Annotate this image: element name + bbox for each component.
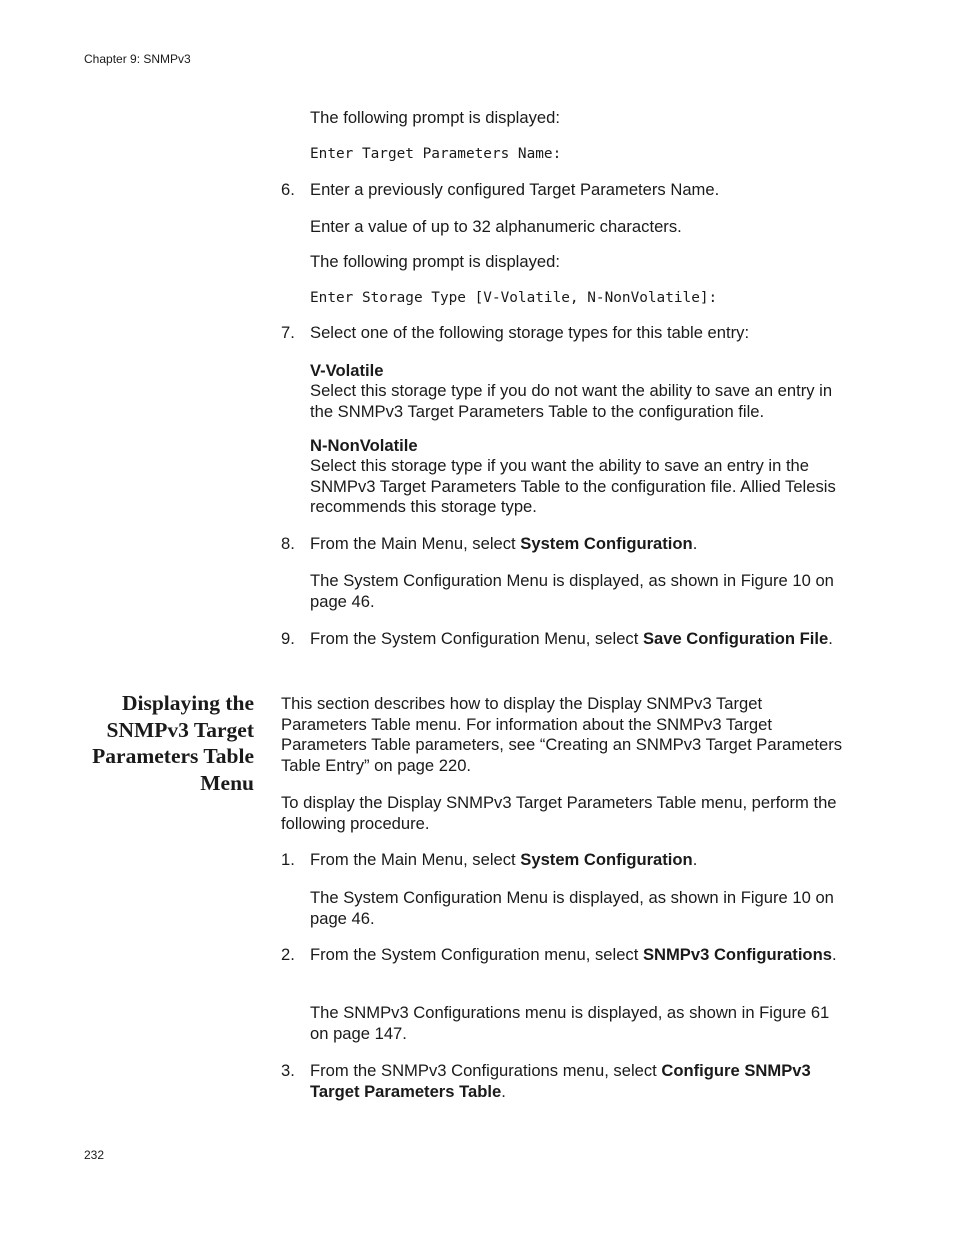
step-number: 2.	[281, 945, 295, 964]
running-header: Chapter 9: SNMPv3	[84, 52, 191, 66]
step-note: The SNMPv3 Configurations menu is displayed, as shown in Figure 61 on page 147.	[310, 1003, 830, 1043]
section-intro: This section describes how to display the Display SNMPv3 Target Parameters Table menu. For information about the SNMPv3 Target Parameters Table parameters, see “Creating an SNMPv3 Target Parameters Table Entry” on page 220.	[281, 694, 843, 775]
step-text: From the System Configuration Menu, select Save Configuration File.	[310, 629, 833, 648]
step-number: 3.	[281, 1061, 295, 1080]
step-text: From the Main Menu, select System Configuration.	[310, 534, 698, 553]
step-note: Enter a value of up to 32 alphanumeric characters.	[310, 217, 682, 236]
step-number: 9.	[281, 629, 295, 648]
step-number: 8.	[281, 534, 295, 553]
option-description: Select this storage type if you want the ability to save an entry in the SNMPv3 Target Parameters Table to the configuration file. Allied Telesis recommends this storage type.	[310, 456, 836, 517]
step-text: From the Main Menu, select System Configuration.	[310, 850, 698, 869]
option-description: Select this storage type if you do not want the ability to save an entry in the SNMPv3 Target Parameters Table to the configuration file.	[310, 381, 833, 421]
option-term: V-Volatile	[310, 361, 384, 380]
prompt-text: The following prompt is displayed:	[310, 108, 560, 127]
step-number: 7.	[281, 323, 295, 342]
option-term: N-NonVolatile	[310, 436, 418, 455]
prompt-text: The following prompt is displayed:	[310, 252, 560, 271]
step-number: 1.	[281, 850, 295, 869]
section-intro: To display the Display SNMPv3 Target Parameters Table menu, perform the following procedure.	[281, 793, 837, 833]
code-prompt: Enter Target Parameters Name:	[310, 146, 562, 162]
page-number: 232	[84, 1148, 105, 1162]
step-text: From the System Configuration menu, select SNMPv3 Configurations.	[310, 945, 837, 964]
section-title: Displaying the SNMPv3 Target Parameters Table Menu	[92, 691, 254, 795]
step-note: The System Configuration Menu is displayed, as shown in Figure 10 on page 46.	[310, 888, 834, 928]
code-prompt: Enter Storage Type [V-Volatile, N-NonVolatile]:	[310, 290, 718, 306]
step-text: From the SNMPv3 Configurations menu, select Configure SNMPv3 Target Parameters Table.	[310, 1061, 811, 1101]
step-text: Select one of the following storage types for this table entry:	[310, 323, 750, 342]
step-note: The System Configuration Menu is displayed, as shown in Figure 10 on page 46.	[310, 571, 834, 611]
step-text: Enter a previously configured Target Parameters Name.	[310, 180, 720, 199]
step-number: 6.	[281, 180, 295, 199]
